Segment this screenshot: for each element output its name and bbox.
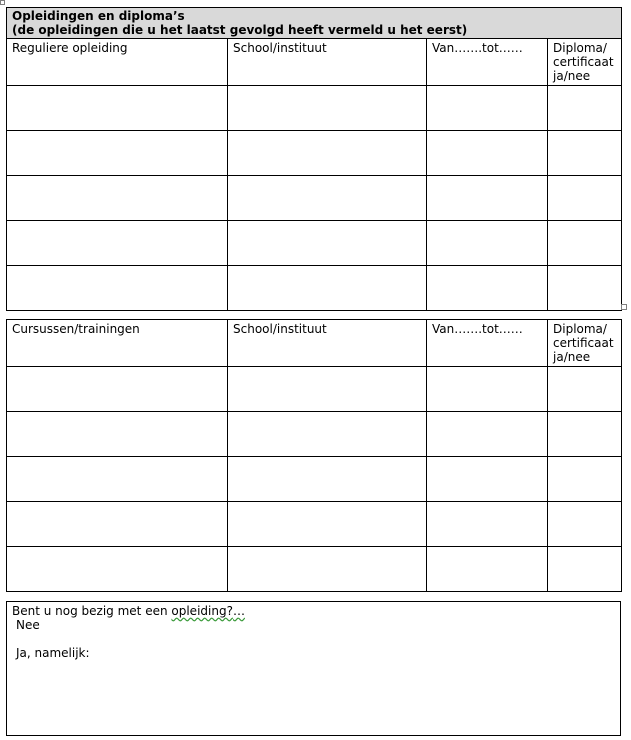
question-ellipsis: … [232, 604, 245, 618]
diploma-cell[interactable] [548, 131, 622, 176]
diploma-cell[interactable] [548, 547, 622, 592]
school-cell[interactable] [228, 412, 427, 457]
table-row [7, 176, 622, 221]
education-title: Opleidingen en diploma’s [12, 9, 185, 23]
current-study-cell[interactable] [7, 602, 621, 736]
column-header-courses: Cursussen/trainingen [7, 320, 228, 367]
column-header-school: School/instituut [228, 320, 427, 367]
diploma-cell[interactable] [548, 86, 622, 131]
option-yes-namely[interactable]: Ja, namelijk: [16, 646, 90, 660]
education-cell[interactable] [7, 176, 228, 221]
course-cell[interactable] [7, 502, 228, 547]
period-cell[interactable] [427, 221, 548, 266]
table-row [7, 457, 622, 502]
courses-header-row [7, 320, 622, 367]
education-table [6, 7, 622, 311]
table-row [7, 86, 622, 131]
period-cell[interactable] [427, 266, 548, 311]
period-cell[interactable] [427, 367, 548, 412]
education-subtitle: (de opleidingen die u het laatst gevolgd heeft vermeld u het eerst) [12, 23, 468, 37]
school-cell[interactable] [228, 131, 427, 176]
school-cell[interactable] [228, 221, 427, 266]
current-study-table [6, 601, 621, 736]
table-row [7, 502, 622, 547]
diploma-cell[interactable] [548, 221, 622, 266]
school-cell[interactable] [228, 266, 427, 311]
school-cell[interactable] [228, 502, 427, 547]
table-row [7, 547, 622, 592]
table-row [7, 412, 622, 457]
school-cell[interactable] [228, 367, 427, 412]
diploma-cell[interactable] [548, 457, 622, 502]
blank-line [12, 632, 615, 646]
column-header-diploma: Diploma/ certificaat ja/nee [548, 39, 622, 86]
table-resize-handle[interactable] [621, 304, 627, 310]
column-header-school: School/instituut [228, 39, 427, 86]
period-cell[interactable] [427, 412, 548, 457]
question-spellcheck-word: opleiding? [171, 604, 233, 618]
period-cell[interactable] [427, 131, 548, 176]
column-header-regular-education: Reguliere opleiding [7, 39, 228, 86]
courses-table [6, 319, 622, 592]
question-text: Bent u nog bezig met een [12, 604, 172, 618]
education-cell[interactable] [7, 86, 228, 131]
table-row [7, 367, 622, 412]
period-cell[interactable] [427, 86, 548, 131]
table-row [7, 221, 622, 266]
period-cell[interactable] [427, 457, 548, 502]
course-cell[interactable] [7, 412, 228, 457]
diploma-cell[interactable] [548, 502, 622, 547]
diploma-cell[interactable] [548, 412, 622, 457]
course-cell[interactable] [7, 547, 228, 592]
school-cell[interactable] [228, 457, 427, 502]
diploma-cell[interactable] [548, 266, 622, 311]
period-cell[interactable] [427, 176, 548, 221]
diploma-cell[interactable] [548, 176, 622, 221]
education-header-row [7, 39, 622, 86]
diploma-cell[interactable] [548, 367, 622, 412]
education-cell[interactable] [7, 131, 228, 176]
education-title-cell [7, 8, 622, 39]
course-cell[interactable] [7, 457, 228, 502]
table-row [7, 131, 622, 176]
table-move-handle[interactable] [0, 0, 5, 5]
option-no[interactable]: Nee [16, 618, 40, 632]
column-header-period: Van…….tot…… [427, 39, 548, 86]
course-cell[interactable] [7, 367, 228, 412]
education-cell[interactable] [7, 221, 228, 266]
school-cell[interactable] [228, 176, 427, 221]
table-row [7, 266, 622, 311]
current-study-question [12, 604, 615, 618]
school-cell[interactable] [228, 547, 427, 592]
column-header-period: Van…….tot…… [427, 320, 548, 367]
education-cell[interactable] [7, 266, 228, 311]
school-cell[interactable] [228, 86, 427, 131]
column-header-diploma: Diploma/ certificaat ja/nee [548, 320, 622, 367]
period-cell[interactable] [427, 547, 548, 592]
period-cell[interactable] [427, 502, 548, 547]
